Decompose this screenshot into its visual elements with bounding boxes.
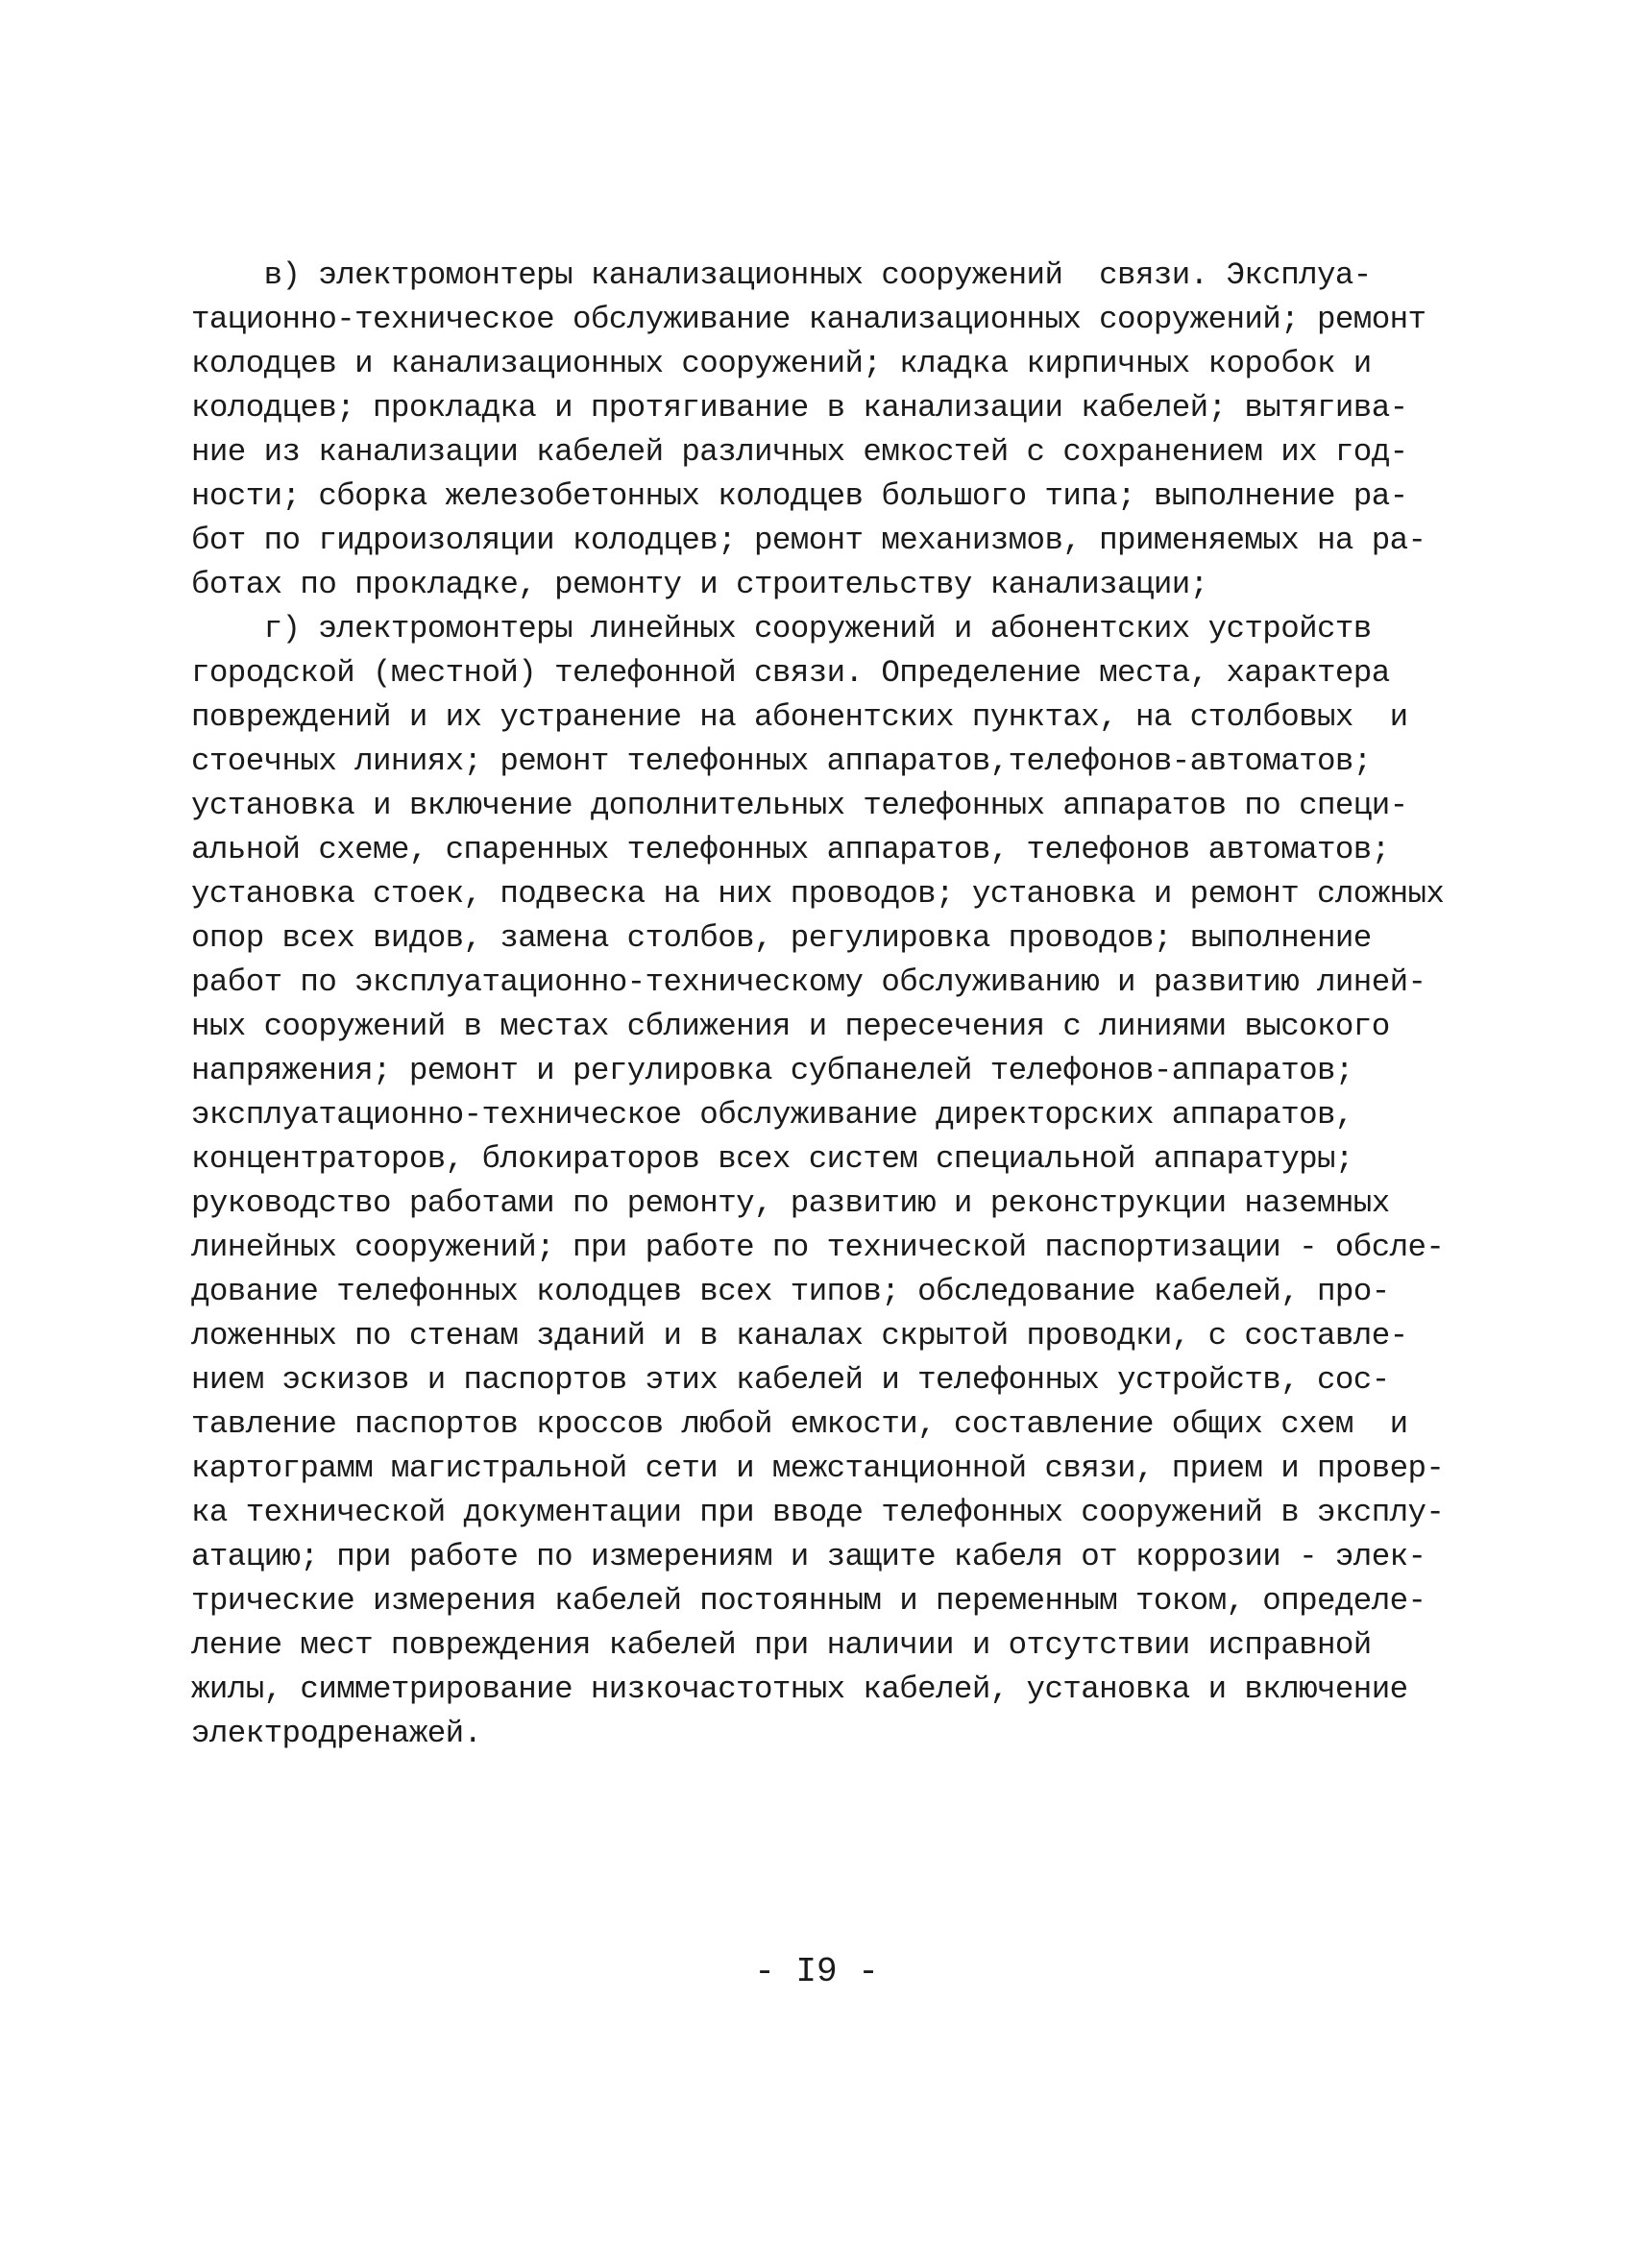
text-line: ных сооружений в местах сближения и пересечения с линиями высокого bbox=[191, 1009, 1390, 1044]
text-line: ботах по прокладке, ремонту и строительству канализации; bbox=[191, 567, 1208, 602]
text-line: тационно-техническое обслуживание канализационных сооружений; ремонт bbox=[191, 302, 1426, 337]
text-line: ложенных по стенам зданий и в каналах скрытой проводки, с составле- bbox=[191, 1318, 1408, 1353]
text-line: ление мест повреждения кабелей при наличии и отсутствии исправной bbox=[191, 1627, 1372, 1663]
text-line: напряжения; ремонт и регулировка субпанелей телефонов-аппаратов; bbox=[191, 1053, 1353, 1088]
text-line: тавление паспортов кроссов любой емкости, составление общих схем и bbox=[191, 1406, 1408, 1442]
text-line: концентраторов, блокираторов всех систем специальной аппаратуры; bbox=[191, 1141, 1353, 1177]
text-line: бот по гидроизоляции колодцев; ремонт механизмов, применяемых на ра- bbox=[191, 523, 1426, 558]
text-line: повреждений и их устранение на абонентских пунктах, на столбовых и bbox=[191, 699, 1408, 735]
text-line: дование телефонных колодцев всех типов; обследование кабелей, про- bbox=[191, 1274, 1390, 1309]
text-line: жилы, симметрирование низкочастотных кабелей, установка и включение bbox=[191, 1671, 1408, 1707]
text-line: эксплуатационно-техническое обслуживание директорских аппаратов, bbox=[191, 1097, 1353, 1133]
text-line: работ по эксплуатационно-техническому обслуживанию и развитию линей- bbox=[191, 964, 1426, 1000]
text-line: колодцев; прокладка и протягивание в канализации кабелей; вытягива- bbox=[191, 390, 1408, 426]
text-line: ка технической документации при вводе телефонных сооружений в эксплу- bbox=[191, 1495, 1445, 1530]
text-line: ние из канализации кабелей различных емкостей с сохранением их год- bbox=[191, 434, 1408, 470]
text-line: в) электромонтеры канализационных сооружений связи. Эксплуа- bbox=[191, 257, 1372, 293]
text-line: городской (местной) телефонной связи. Определение места, характера bbox=[191, 655, 1390, 691]
text-line: установка стоек, подвеска на них проводов; установка и ремонт сложных bbox=[191, 876, 1445, 912]
text-line: линейных сооружений; при работе по технической паспортизации - обсле- bbox=[191, 1230, 1445, 1265]
text-line: атацию; при работе по измерениям и защите кабеля от коррозии - элек- bbox=[191, 1539, 1426, 1574]
text-line: стоечных линиях; ремонт телефонных аппаратов,телефонов-автоматов; bbox=[191, 744, 1372, 779]
text-line: г) электромонтеры линейных сооружений и абонентских устройств bbox=[191, 611, 1372, 646]
text-line: картограмм магистральной сети и межстанционной связи, прием и провер- bbox=[191, 1451, 1445, 1486]
text-line: колодцев и канализационных сооружений; кладка кирпичных коробок и bbox=[191, 346, 1372, 381]
text-line: альной схеме, спаренных телефонных аппаратов, телефонов автоматов; bbox=[191, 832, 1390, 867]
text-line: опор всех видов, замена столбов, регулировка проводов; выполнение bbox=[191, 920, 1372, 956]
document-body bbox=[191, 254, 1450, 1756]
text-line: нием эскизов и паспортов этих кабелей и телефонных устройств, сос- bbox=[191, 1362, 1390, 1398]
text-line: руководство работами по ремонту, развитию и реконструкции наземных bbox=[191, 1185, 1390, 1221]
text-line: установка и включение дополнительных телефонных аппаратов по специ- bbox=[191, 788, 1408, 823]
text-line: трические измерения кабелей постоянным и переменным током, определе- bbox=[191, 1583, 1426, 1619]
text-line: ности; сборка железобетонных колодцев большого типа; выполнение ра- bbox=[191, 478, 1408, 514]
text-line: электродренажей. bbox=[191, 1716, 482, 1751]
page-number: - I9 - bbox=[754, 1952, 879, 1991]
